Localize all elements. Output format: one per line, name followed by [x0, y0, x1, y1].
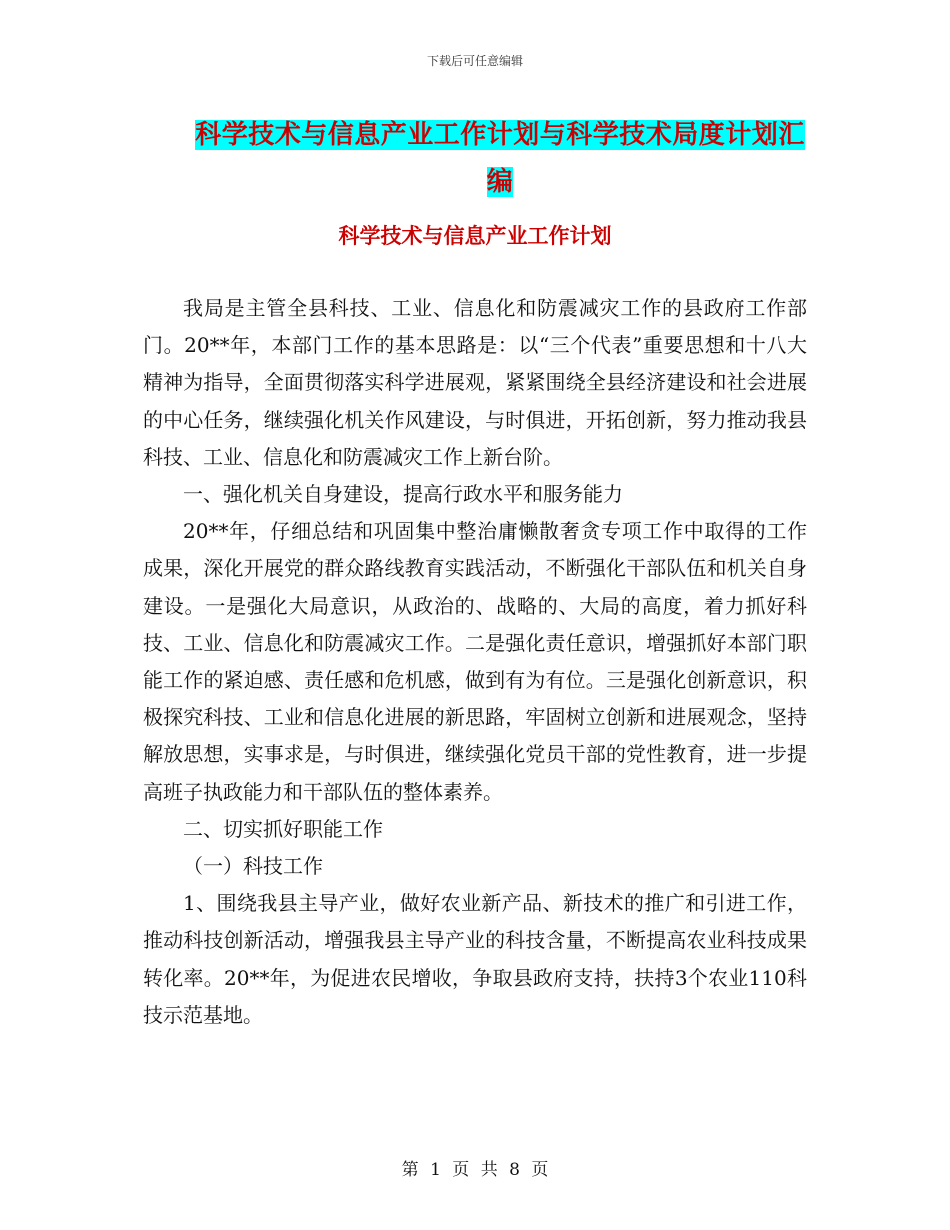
document-title — [190, 112, 810, 206]
page-number-footer: 第 1 页 共 8 页 — [401, 1160, 549, 1180]
document-body — [143, 290, 807, 1034]
header-note: 下载后可任意编辑 — [426, 54, 523, 68]
heading-one: 一、强化机关自身建设，提高行政水平和服务能力 — [183, 482, 623, 507]
paragraph-agriculture: 1、围绕我县主导产业，做好农业新产品、新技术的推广和引进工作，推动科技创新活动，增强我县主导产业的科技含量，不断提高农业科技成果转化率。20**年，为促进农民增收，争取县政府支持，扶持3个农业110科技示范基地。 — [143, 891, 807, 1027]
document-title-text: 科学技术与信息产业工作计划与科学技术局度计划汇编 — [195, 120, 805, 197]
section-title: 科学技术与信息产业工作计划 — [338, 223, 612, 248]
paragraph-intro: 我局是主管全县科技、工业、信息化和防震减灾工作的县政府工作部门。20**年，本部门工作的基本思路是：以“三个代表”重要思想和十八大精神为指导，全面贯彻落实科学进展观，紧紧围绕全县经济建设和社会进展的中心任务，继续强化机关作风建设，与时俱进，开拓创新，努力推动我县科技、工业、信息化和防震减灾工作上新台阶。 — [143, 296, 807, 469]
heading-two: 二、切实抓好职能工作 — [183, 816, 383, 841]
paragraph-agency-building: 20**年，仔细总结和巩固集中整治庸懒散奢贪专项工作中取得的工作成果，深化开展党的群众路线教育实践活动，不断强化干部队伍和机关自身建设。一是强化大局意识，从政治的、战略的、大局的高度，着力抓好科技、工业、信息化和防震减灾工作。二是强化责任意识，增强抓好本部门职能工作的紧迫感、责任感和危机感，做到有为有位。三是强化创新意识，积极探究科技、工业和信息化进展的新思路，牢固树立创新和进展观念，坚持解放思想，实事求是，与时俱进，继续强化党员干部的党性教育，进一步提高班子执政能力和干部队伍的整体素养。 — [143, 519, 807, 804]
subheading-science: （一）科技工作 — [183, 854, 323, 879]
